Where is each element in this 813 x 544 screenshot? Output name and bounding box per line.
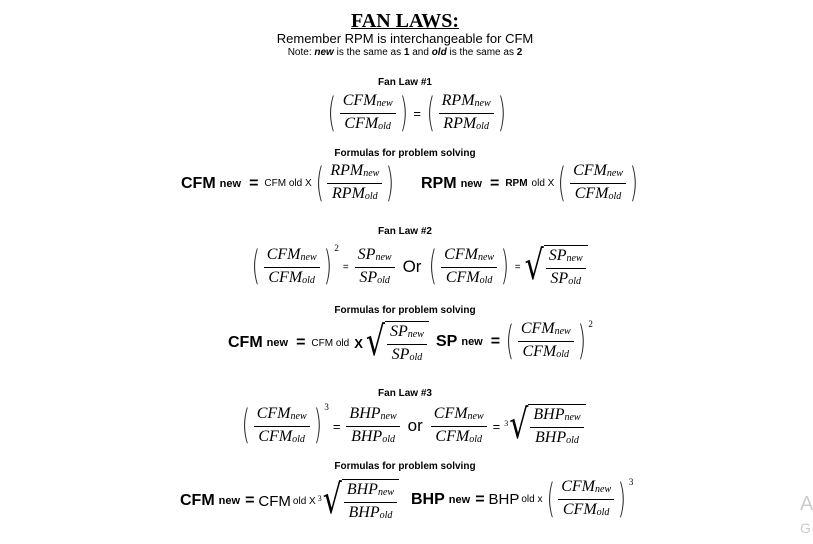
paren-close: ) [399,89,408,137]
variable: CFM [445,268,480,286]
variable: CFM [444,245,478,263]
radical-icon: √ [365,318,385,366]
fraction [264,245,320,290]
subscript: new [467,410,484,422]
subscript: old [566,435,579,446]
exponent: 2 [334,243,339,253]
subscript: old [469,433,482,445]
subscript: new [375,251,392,263]
paren-open: ( [327,89,336,137]
new: new [218,495,241,507]
numerator [530,405,583,428]
variable: RPM [441,92,475,109]
variable: BHP [349,404,381,422]
formula-bhp-new [411,477,633,522]
denominator [572,184,625,206]
fraction [327,161,382,206]
formulas-label: Formulas for problem solving [334,148,476,159]
fraction [558,477,614,522]
or-text: or [407,416,423,435]
fan-law-1-label: Fan Law #1 [378,77,432,88]
variable: RPM [443,115,477,132]
equals: = [249,174,259,192]
sp: SP [436,332,458,350]
equals: = [492,418,501,434]
denominator [255,427,308,449]
numerator [264,245,320,268]
numerator [546,246,586,269]
watermark-line-1: A [800,493,813,515]
subscript: old [302,274,315,286]
subscript: old [556,349,570,360]
note-two: 2 [516,47,523,58]
denominator [265,268,318,290]
variable: CFM [268,268,303,286]
subscript: old [292,433,305,445]
exponent: 3 [628,477,634,487]
fraction [439,91,494,136]
cfm-old: CFM old [311,337,350,349]
old-x: old x [521,494,543,505]
denominator [443,268,496,290]
fraction [570,161,626,206]
square-root [366,319,429,367]
cfm: CFM [258,492,291,510]
exponent: 3 [324,402,329,412]
subscript: old [596,507,610,518]
denominator [547,269,584,291]
equals: = [490,332,501,350]
fraction [346,404,399,449]
paren-open: ( [315,159,324,207]
denominator [532,428,582,450]
subscript: old [379,510,393,521]
variable: CFM [256,404,291,422]
exponent: 2 [588,319,593,329]
variable: CFM [435,427,470,445]
bhp: BHP [411,490,445,508]
fraction [441,245,497,290]
variable: CFM [266,245,301,263]
subscript: new [595,484,612,495]
note-text: is the same as [446,47,517,58]
variable: BHP [351,427,383,445]
fan-law-3-equation [240,402,586,450]
new: new [266,337,289,349]
formula-cfm-new-3 [180,477,399,525]
numerator [441,245,497,268]
paren-open: ( [251,242,260,290]
paren-open: ( [426,89,435,137]
subscript: old [409,352,423,363]
note-text: is the same as [333,47,404,58]
bhp: BHP [488,491,520,508]
variable: SP [550,270,569,287]
subscript: old [378,121,391,132]
cfm: CFM [180,492,215,509]
subscript: new [606,168,623,179]
formula-cfm-new-1 [181,161,396,206]
subscript: new [407,329,424,340]
denominator [356,268,393,290]
paren-open: ( [241,401,250,449]
numerator [518,319,574,342]
cube-root [318,477,399,525]
cube-root [504,402,585,450]
paren-close: ) [500,242,510,290]
fan-law-1-equation [326,91,507,136]
formula-sp-new [436,319,593,364]
numerator [340,91,396,114]
fraction [387,322,427,367]
subscript: new [477,251,495,263]
variable: BHP [346,481,378,498]
fraction [431,404,487,449]
equals: = [296,334,306,351]
fan-law-3-label: Fan Law #3 [378,388,432,399]
variable: RPM [330,162,364,179]
subscript: new [300,251,317,263]
subscript: old [382,433,395,445]
fraction [340,91,396,136]
cfm-old-x: CFM old X [264,178,312,189]
note-old: old [431,47,447,58]
new: new [219,177,242,190]
variable: RPM [332,185,365,202]
old-x: old X [292,495,316,507]
radical-icon: √ [509,401,529,449]
radical-icon: √ [524,242,544,290]
cfm: CFM [228,334,263,351]
note-one: 1 [403,47,410,58]
denominator [560,500,613,522]
square-root [525,243,588,291]
denominator [432,427,485,449]
equals: = [413,106,421,121]
variable: CFM [562,501,597,518]
subscript: old [364,191,378,202]
denominator [341,114,394,136]
denominator [329,184,381,206]
subscript: new [564,412,581,423]
variable: BHP [348,504,380,521]
numerator [431,404,487,427]
numerator [439,91,494,114]
subscript: new [474,98,491,109]
denominator [348,427,398,449]
variable: SP [391,346,410,363]
fan-law-2-equation [250,243,588,291]
fraction [546,246,586,291]
subscript: old [377,274,390,286]
variable: CFM [573,162,607,179]
variable: CFM [344,115,379,132]
paren-open: ( [505,317,515,365]
variable: SP [548,247,567,264]
subtitle: Remember RPM is interchangeable for CFM [276,31,534,46]
paren-close: ) [629,159,638,207]
fraction [355,245,395,290]
equals: = [245,492,255,509]
formula-cfm-new-2 [228,319,429,367]
fan-law-2-label: Fan Law #2 [378,226,432,237]
variable: BHP [535,429,567,446]
variable: SP [359,268,378,286]
variable: CFM [342,92,377,109]
numerator [346,404,399,427]
variable: SP [390,323,408,340]
variable: SP [357,245,376,263]
subscript: new [377,487,395,498]
numerator [344,480,397,503]
variable: CFM [574,185,609,202]
numerator [570,161,626,184]
rpm-small: RPM [505,178,528,189]
page-title: FAN LAWS: [351,10,459,32]
root-index: 3 [317,493,322,503]
denominator [389,345,426,367]
equals: = [514,261,521,273]
cfm: CFM [181,174,216,192]
numerator [387,322,427,345]
subscript: new [290,410,307,422]
new: new [460,177,482,190]
rpm: RPM [421,174,457,192]
denominator [519,342,572,364]
fraction [254,404,310,449]
times: X [354,335,363,351]
formula-rpm-new [421,161,640,206]
equals: = [342,261,349,273]
paren-close: ) [386,159,395,207]
subscript: old [568,276,581,287]
fraction [530,405,583,450]
root-index: 3 [504,418,509,428]
numerator [254,404,310,427]
subscript: new [566,253,583,264]
note [0,47,810,58]
old-x: old X [531,178,555,189]
formulas-label: Formulas for problem solving [334,461,476,472]
new: new [461,335,483,348]
numerator [327,161,382,184]
paren-close: ) [313,401,322,449]
formulas-label: Formulas for problem solving [334,305,476,316]
numerator [355,245,395,268]
subscript: old [608,191,622,202]
paren-close: ) [497,89,506,137]
denominator [345,503,395,525]
radical-icon: √ [322,476,342,524]
variable: BHP [533,406,565,423]
fraction [518,319,574,364]
note-new: new [314,47,334,58]
equals: = [489,174,500,192]
paren-open: ( [429,242,438,290]
or-text: Or [402,257,422,276]
variable: CFM [520,320,555,337]
paren-close: ) [577,317,586,365]
subscript: old [476,121,489,132]
equals: = [475,490,485,508]
watermark-line-2: G [800,520,811,536]
fraction [344,480,397,525]
paren-open: ( [558,159,567,207]
variable: CFM [258,427,293,445]
subscript: new [380,410,397,422]
denominator [440,114,492,136]
new: new [448,493,471,506]
variable: CFM [522,343,557,360]
subscript: new [554,326,571,337]
numerator [558,477,614,500]
variable: CFM [433,404,468,422]
variable: CFM [561,478,595,495]
note-text: and [409,47,432,58]
note-prefix: Note: [287,47,315,58]
equals: = [332,418,341,434]
paren-close: ) [323,242,332,290]
paren-close: ) [617,475,627,523]
paren-open: ( [546,475,555,523]
subscript: new [363,168,380,179]
subscript: old [479,274,493,286]
subscript: new [376,98,393,109]
